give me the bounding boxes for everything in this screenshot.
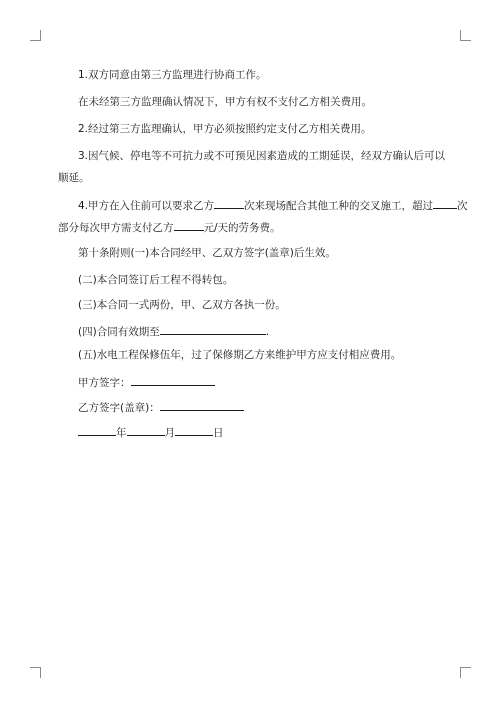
paragraph-clause-3-line-1: 3.因气候、停电等不可抗力或不可预见因素造成的工期延误，经双方确认后可以 [78,150,446,162]
validity-period: . [265,326,270,338]
clause-4-text-a: 4.甲方在入住前可以要求乙方 [78,200,215,212]
party-b-label: 乙方签字(盖章)： [78,402,160,414]
blank-validity-date[interactable] [160,323,266,335]
paragraph-clause-4-line-1 [78,197,468,213]
party-b-signature-line[interactable] [160,399,244,411]
paragraph-clause-4-line-2 [58,219,281,235]
clause-4-text-c: 次 [457,200,468,212]
validity-text: (四)合同有效期至 [78,326,160,338]
date-line [78,424,224,440]
clause-4-text-b: 次来现场配合其他工种的交叉施工，超过 [244,200,434,212]
paragraph-validity [78,323,269,339]
crop-mark-top-right [460,30,471,41]
paragraph-two-copies: (三)本合同一式两份，甲、乙双方各执一份。 [78,299,286,311]
crop-mark-bottom-right [460,667,471,678]
party-a-signature [78,374,215,390]
party-a-label: 甲方签字： [78,377,131,389]
party-b-signature [78,399,244,415]
paragraph-unconfirmed: 在未经第三方监理确认情况下，甲方有权不支付乙方相关费用。 [78,96,372,108]
blank-visit-count[interactable] [214,197,244,209]
date-year-label: 年 [116,427,127,439]
paragraph-clause-3-line-2: 顺延。 [58,172,90,184]
paragraph-no-subcontract: (二)本合同签订后工程不得转包。 [78,274,234,286]
paragraph-article-10: 第十条附则(一)本合同经甲、乙双方签字(盖章)后生效。 [78,247,336,259]
date-month-label: 月 [164,427,175,439]
paragraph-clause-1: 1.双方同意由第三方监理进行协商工作。 [78,69,267,81]
paragraph-clause-2: 2.经过第三方监理确认，甲方必须按照约定支付乙方相关费用。 [78,123,372,135]
clause-4-text-d: 部分每次甲方需支付乙方 [58,222,174,234]
clause-4-text-e: 元/天的劳务费。 [203,222,281,234]
crop-mark-bottom-left [30,667,41,678]
date-day-label: 日 [213,427,224,439]
blank-year[interactable] [78,424,116,436]
blank-exceed-count[interactable] [433,197,457,209]
blank-day[interactable] [175,424,213,436]
paragraph-warranty: (五)水电工程保修伍年，过了保修期乙方来维护甲方应支付相应费用。 [78,349,402,361]
crop-mark-top-left [30,30,41,41]
blank-fee-amount[interactable] [174,219,204,231]
party-a-signature-line[interactable] [131,374,215,386]
blank-month[interactable] [127,424,165,436]
